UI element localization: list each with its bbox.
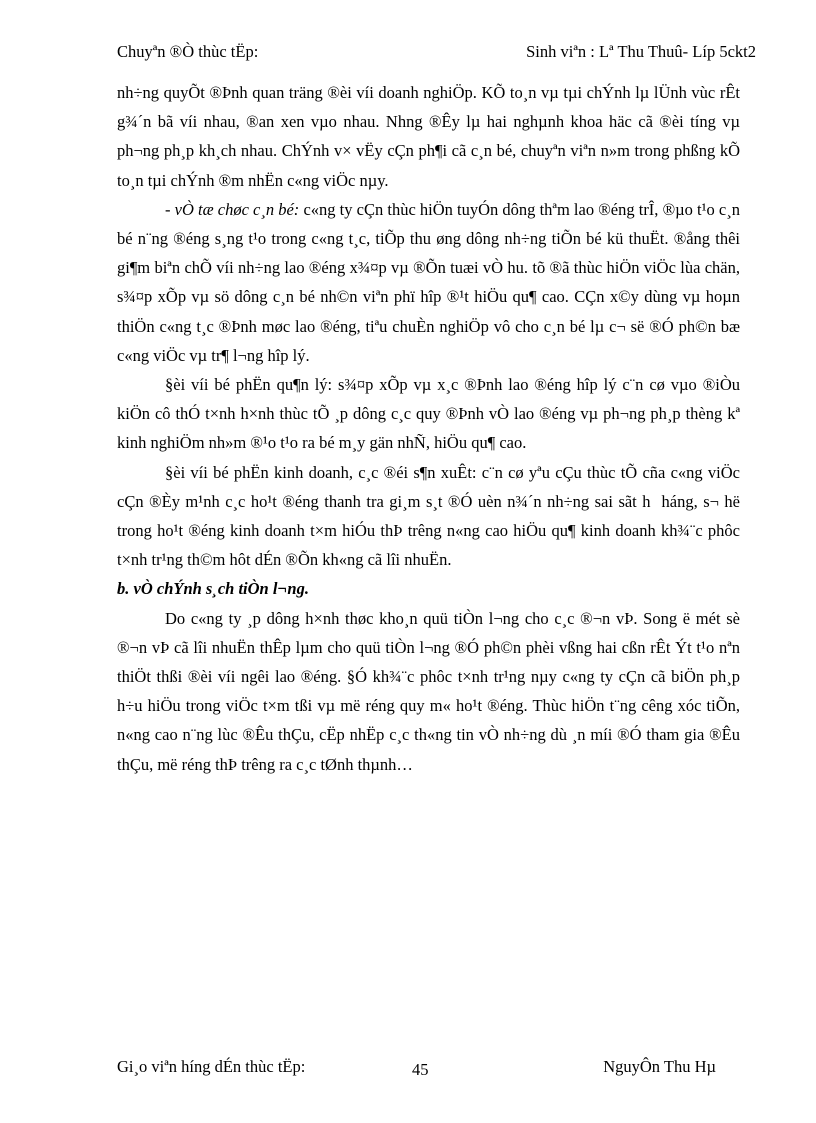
page-header [117,42,756,70]
paragraph-2-text: c«ng ty cÇn thùc hiÖn tuyÓn dông thªm lao ®éng trÎ, ®µo t¹o c¸n bé n¨ng ®éng s¸ng t¹o trong c«ng t¸c, tiÕp thu øng dông nh÷ng tiÕn bé kü thuËt. ®ång thêi gi¶m biªn chÕ víi nh÷ng lao ®éng x¾¤p vµ ®Õn tuæi vÒ hu. tõ ®ã thùc hiÖn viÖc lùa chän, s¾¤p xÕp vµ sö dông c¸n bé nh©n viªn phï hîp ®¹t hiÖu qu¶ cao. CÇn x©y dùng vµ hoµn thiÖn c«ng t¸c ®Þnh møc lao ®éng, tiªu chuÈn nghiÖp vô cho c¸n bé lµ c¬ së ®Ó ph©n bæ c«ng viÖc vµ tr¶ l¬ng hîp lý. [117,199,740,365]
paragraph-2-lead: - vÒ tæ chøc c¸n bé: [165,199,300,219]
header-student: Sinh viªn : Lª Thu Thuû- Líp 5ckt2 [526,42,756,61]
paragraph-4: §èi víi bé phËn kinh doanh, c¸c ®éi s¶n xuÊt: c¨n cø yªu cÇu thùc tÕ cña c«ng viÖc cÇn ®Èy m¹nh c¸c ho¹t ®éng thanh tra gi¸m s¸t ®Ó uèn n¾´n nh÷ng sai sãt h háng, s¬ hë trong ho¹t ®éng kinh doanh t×m hiÓu thÞ trêng n«ng cao hiÖu qu¶ kinh doanh kh¾¨c phôc t×nh tr¹ng th©m hôt dÉn ®Õn kh«ng cã lîi nhuËn. [117,462,740,570]
section-heading: b. vÒ chÝnh s¸ch tiÒn l¬ng. [117,579,309,599]
page-body [117,78,740,779]
footer-advisor-label: Gi¸o viªn híng dÉn thùc tËp: [117,1057,306,1076]
paragraph-1: nh÷ng quyÕt ®Þnh quan träng ®èi víi doanh nghiÖp. KÕ to¸n vµ tµi chÝnh lµ lÜnh vùc rÊt g¾´n bã víi nhau, ®an xen vµo nhau. Nhng ®Êy lµ hai nghµnh khoa häc cã ®èi tíng vµ ph¬ng ph¸p kh¸ch nhau. ChÝnh v× vËy cÇn ph¶i cã c¸n bé, chuyªn viªn n»m trong phßng kÕ to¸n tµi chÝnh ®m nhËn c«ng viÖc nµy. [117,83,740,190]
header-topic: Chuyªn ®Ò thùc tËp: [117,42,259,61]
page-number: 45 [412,1060,429,1079]
paragraph-3: §èi víi bé phËn qu¶n lý: s¾¤p xÕp vµ x¸c ®Þnh lao ®éng hîp lý c¨n cø vµo ®iÒu kiÖn cô thÓ t×nh h×nh thùc tÕ ¸p dông c¸c quy ®Þnh vÒ lao ®éng vµ ph¬ng ph¸p thèng kª kinh nghiÖm nh»m ®¹o t¹o ra bé m¸y gän nhÑ, hiÖu qu¶ cao. [117,375,740,453]
footer-advisor-name: NguyÔn Thu Hµ [603,1057,716,1076]
paragraph-2 [117,195,740,370]
paragraph-5: Do c«ng ty ¸p dông h×nh thøc kho¸n quü tiÒn l¬ng cho c¸c ®¬n vÞ. Song ë mét sè ®¬n vÞ cã lîi nhuËn thÊp lµm cho quü tiÒn l¬ng ®Ó ph©n phèi vßng hai cßn rÊt Ýt t¹o nªn thiÖt thßi ®èi víi ngêi lao ®éng. §Ó kh¾¨c phôc t×nh tr¹ng nµy c«ng ty cÇn cã biÖn ph¸p h÷u hiÖu trong viÖc t×m tßi vµ më réng quy m« ho¹t ®éng. Thùc hiÖn t¨ng cêng xóc tiÕn, n«ng cao n¨ng lùc ®Êu thÇu, cËp nhËp c¸c th«ng tin vÒ nh÷ng dù ¸n míi ®Ó tham gia ®Êu thÇu, më réng thÞ trêng ra c¸c tØnh thµnh… [117,608,740,774]
page-footer [117,1057,716,1083]
